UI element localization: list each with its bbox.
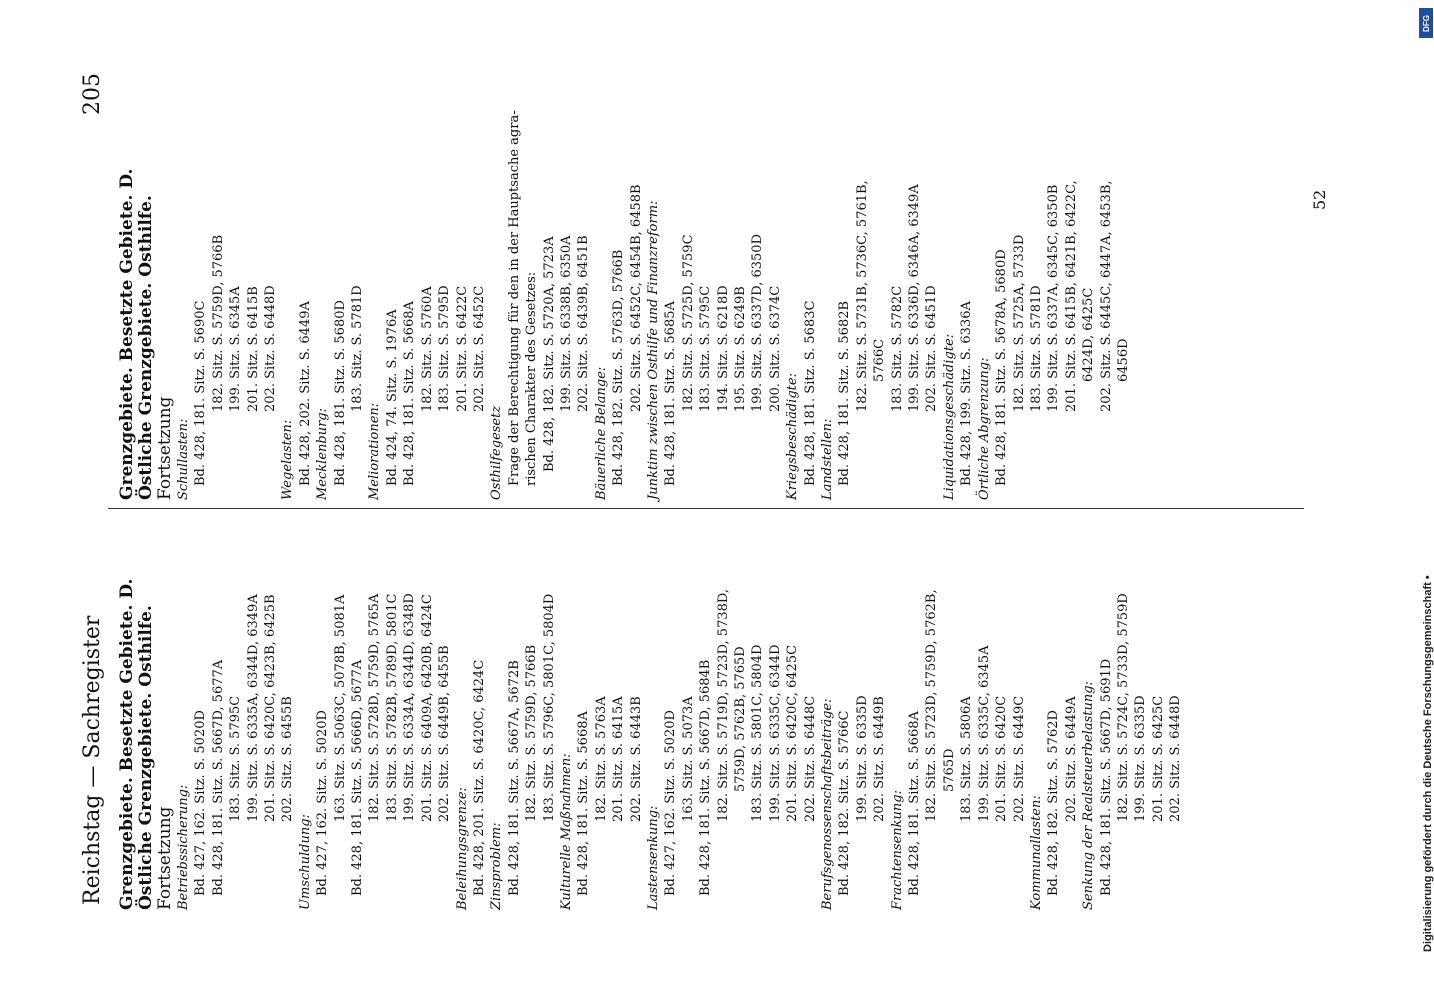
right-column-heading <box>118 90 175 500</box>
index-reference: 202. Sitz. S. 6448D <box>1168 695 1184 822</box>
index-reference: 202. Sitz. S. 6452C <box>471 285 487 412</box>
index-reference: 194. Sitz. S. 6218D <box>715 285 731 412</box>
index-subheading: Osthilfegesetz <box>489 405 505 500</box>
index-reference: 183. Sitz. S. 5782C <box>889 285 905 412</box>
index-reference: rischen Charakter des Gesetzes: <box>524 271 540 486</box>
index-reference: 5765D <box>941 748 957 792</box>
index-reference: 199. Sitz. S. 6335D <box>1133 695 1149 822</box>
index-reference: 183. Sitz. S. 5796C, 5801C, 5804D <box>541 593 557 822</box>
index-subheading: Lastensenkung: <box>645 805 661 910</box>
index-reference: Bd. 427, 162. Sitz. S. 5020D <box>663 710 679 896</box>
index-reference: 202. Sitz. S. 6451D <box>924 285 940 412</box>
index-reference: 182. Sitz. S. 5759D, 5766B <box>524 644 540 822</box>
right-heading-continued: Fortsetzung <box>155 396 175 500</box>
index-reference: 5766C <box>872 338 888 382</box>
index-reference: Bd. 428, 181. Sitz. S. 5666D, 5677A <box>350 659 366 896</box>
index-subheading: Mecklenburg: <box>315 408 331 500</box>
index-reference: 183. Sitz. S. 5782B, 5789D, 5801C <box>384 593 400 822</box>
index-reference: Bd. 428, 182. Sitz. S. 5763D, 5766B <box>611 249 627 486</box>
index-reference: 199. Sitz. S. 6337A, 6345C, 6350B <box>1046 184 1062 412</box>
index-reference: 201. Sitz. S. 6425C <box>1150 695 1166 822</box>
index-subheading: Beleihungsgrenze: <box>454 787 470 910</box>
dfg-logo-text: DFG <box>1421 14 1431 32</box>
index-reference: Bd. 428, 181. Sitz. S. 5690C <box>193 300 209 486</box>
index-reference: Bd. 428, 182. Sitz. S. 5762D <box>1046 710 1062 896</box>
index-reference: 6456D <box>1115 338 1131 382</box>
index-reference: Bd. 427, 162. Sitz. S. 5020D <box>193 710 209 896</box>
index-reference: 182. Sitz. S. 5725D, 5759C <box>680 234 696 412</box>
index-subheading: Zinsproblem: <box>489 822 505 910</box>
dfg-logo <box>1419 8 1433 38</box>
index-subheading: Senkung der Realsteuerbelastung: <box>1081 681 1097 910</box>
index-reference: 199. Sitz. S. 6345A <box>228 286 244 412</box>
index-reference: Bd. 428, 201. Sitz. S. 6420C, 6424C <box>471 659 487 896</box>
index-reference: 201. Sitz. S. 6422C <box>454 285 470 412</box>
index-reference: 199. Sitz. S. 6335C, 6344D <box>767 644 783 822</box>
index-reference: Bd. 427, 162. Sitz. S. 5020D <box>315 710 331 896</box>
index-reference: 202. Sitz. S. 6449B <box>872 696 888 822</box>
index-reference: Bd. 428, 181. Sitz. S. 5668A <box>907 711 923 896</box>
index-reference: 202. Sitz. S. 6443B <box>628 696 644 822</box>
index-reference: 202. Sitz. S. 6449A <box>1063 696 1079 822</box>
index-reference: Bd. 428, 181. Sitz. S. 5667D, 5684B <box>698 659 714 896</box>
index-reference: Bd. 428, 181. Sitz. S. 5682B <box>837 300 853 486</box>
index-reference: 201. Sitz. S. 6415A <box>611 696 627 822</box>
index-reference: 202. Sitz. S. 6452C, 6454B, 6458B <box>628 184 644 412</box>
index-subheading: Wegelasten: <box>280 419 296 500</box>
index-reference: 201. Sitz. S. 6420C, 6423B, 6425B <box>263 594 279 822</box>
index-reference: 202. Sitz. S. 6449B, 6455B <box>437 645 453 822</box>
index-reference: 199. Sitz. S. 6335C, 6345A <box>976 645 992 822</box>
index-reference: 201. Sitz. S. 6415B <box>245 286 261 412</box>
index-reference: 201. Sitz. S. 6420C <box>994 695 1010 822</box>
index-reference: 182. Sitz. S. 5725A, 5733D <box>1011 234 1027 412</box>
index-reference: Bd. 428, 181. Sitz. S. 5667D, 5691D <box>1098 658 1114 896</box>
left-heading-continued: Fortsetzung <box>155 806 175 910</box>
index-reference: 183. Sitz. S. 5801C, 5804D <box>750 644 766 822</box>
index-reference: 201. Sitz. S. 6420C, 6425C <box>785 644 801 822</box>
index-reference: 182. Sitz. S. 5728D, 5759D, 5765A <box>367 593 383 822</box>
index-reference: Frage der Berechtigung für den in der Hauptsache agra- <box>506 110 522 486</box>
index-reference: Bd. 428, 181. Sitz. S. 5668A <box>576 711 592 896</box>
index-reference: Bd. 428, 181. Sitz. S. 5667D, 5677A <box>210 659 226 896</box>
index-reference: 199. Sitz. S. 6334A, 6344D, 6348D <box>402 593 418 822</box>
index-reference: 183. Sitz. S. 5781D <box>350 285 366 412</box>
index-subheading: Liquidationsgeschädigte: <box>941 333 957 500</box>
index-reference: 183. Sitz. S. 5795C <box>698 285 714 412</box>
index-reference: Bd. 428, 182. Sitz. S. 5720A, 5723A <box>541 236 557 472</box>
index-reference: Bd. 428, 199. Sitz. S. 6336A <box>959 301 975 486</box>
index-reference: 202. Sitz. S. 6448C <box>802 695 818 822</box>
left-column <box>118 500 1185 910</box>
sheet-number: 52 <box>1310 189 1329 210</box>
header-title: Reichstag — Sachregister <box>80 615 105 905</box>
index-reference: Bd. 428, 182. Sitz. S. 5766C <box>837 710 853 896</box>
index-reference: 199. Sitz. S. 6336D, 6346A, 6349A <box>907 184 923 412</box>
index-reference: Bd. 428, 181. Sitz. S. 5667A, 5672B <box>506 660 522 896</box>
index-reference: 182. Sitz. S. 5731B, 5736C, 5761B, <box>854 180 870 412</box>
index-reference: 163. Sitz. S. 5073A <box>680 696 696 822</box>
right-column <box>118 90 1132 500</box>
index-reference: Bd. 428, 202. Sitz. S. 6449A <box>297 301 313 486</box>
index-reference: 195. Sitz. S. 6249B <box>733 286 748 412</box>
index-reference: 6424D, 6425C <box>1081 287 1097 382</box>
index-subheading: Meliorationen: <box>367 402 383 500</box>
index-reference: 182. Sitz. S. 5724C, 5733D, 5759D <box>1115 593 1131 822</box>
index-reference: Bd. 424, 74. Sitz. S. 1976A <box>384 309 400 486</box>
page-number: 205 <box>80 73 105 115</box>
index-reference: 182. Sitz. S. 5763A <box>593 696 609 822</box>
index-reference: Bd. 428, 181. Sitz. S. 5680D <box>332 300 348 486</box>
index-reference: 182. Sitz. S. 5759D, 5766B <box>210 234 226 412</box>
index-reference: 199. Sitz. S. 6335D <box>854 695 870 822</box>
index-reference: 200. Sitz. S. 6374C <box>767 285 783 412</box>
index-reference: 202. Sitz. S. 6455B <box>280 696 296 822</box>
index-subheading: Junktim zwischen Osthilfe und Finanzreform: <box>645 200 661 500</box>
right-entry-list <box>175 90 1132 500</box>
index-reference: 183. Sitz. S. 5781D <box>1028 285 1044 412</box>
index-subheading: Kommunallasten: <box>1028 795 1044 910</box>
index-reference: 182. Sitz. S. 5723D, 5759D, 5762B, <box>924 589 940 822</box>
index-reference: 202. Sitz. S. 6445C, 6447A, 6453B, <box>1098 180 1114 412</box>
index-reference: 183. Sitz. S. 5795C <box>228 695 244 822</box>
index-reference: 199. Sitz. S. 6338B, 6350A <box>558 235 574 412</box>
index-subheading: Bäuerliche Belange: <box>593 366 609 500</box>
index-reference: Bd. 428, 181. Sitz. S. 5668A <box>402 301 418 486</box>
index-reference: 182. Sitz. S. 5760A <box>419 286 435 412</box>
index-reference: Bd. 428, 181. Sitz. S. 5678A, 5680D <box>994 249 1010 486</box>
index-subheading: Berufsgenossenschaftsbeiträge: <box>820 698 836 910</box>
index-subheading: Landstellen: <box>820 418 836 500</box>
left-heading-text: Grenzgebiete. Besetzte Gebiete. D. Östliche Grenzgebiete. Osthilfe. <box>117 578 156 910</box>
index-reference: 202. Sitz. S. 6448D <box>263 285 279 412</box>
left-column-heading <box>118 500 175 910</box>
index-reference: 202. Sitz. S. 6439B, 6451B <box>576 235 592 412</box>
index-reference: 199. Sitz. S. 6335A, 6344D, 6349A <box>245 594 261 822</box>
index-reference: 5759D, 5762B, 5765D <box>733 646 748 792</box>
index-reference: 199. Sitz. S. 6337D, 6350D <box>750 233 766 412</box>
index-subheading: Kulturelle Maßnahmen: <box>558 753 574 910</box>
left-entry-list <box>175 500 1185 910</box>
digitization-credit: Digitalisierung gefördert durch die Deutsche Forschungsgemeinschaft • <box>1422 575 1434 952</box>
index-reference: Bd. 428, 181. Sitz. S. 5683C <box>802 300 818 486</box>
index-reference: Bd. 428, 181. Sitz. S. 5685A <box>663 301 679 486</box>
index-subheading: Kriegsbeschädigte: <box>785 373 801 500</box>
right-heading-text: Grenzgebiete. Besetzte Gebiete. D. Östliche Grenzgebiete. Osthilfe. <box>117 168 156 500</box>
index-subheading: Örtliche Abgrenzung: <box>976 357 992 500</box>
index-subheading: Betriebssicherung: <box>176 784 191 910</box>
index-subheading: Umschuldung: <box>297 814 313 910</box>
index-reference: 202. Sitz. S. 6449C <box>1011 695 1027 822</box>
index-reference: 183. Sitz. S. 5795D <box>437 285 453 412</box>
index-reference: 201. Sitz. S. 6409A, 6420B, 6424C <box>419 594 435 822</box>
index-reference: 182. Sitz. S. 5719D, 5723D, 5738D, <box>715 589 731 822</box>
running-header <box>80 73 105 905</box>
index-reference: 163. Sitz. S. 5063C, 5078B, 5081A <box>332 594 348 822</box>
index-subheading: Schullasten: <box>176 418 191 500</box>
index-subheading: Frachtensenkung: <box>889 790 905 910</box>
index-reference: 201. Sitz. S. 6415B, 6421B, 6422C, <box>1063 180 1079 412</box>
index-reference: 183. Sitz. S. 5806A <box>959 696 975 822</box>
